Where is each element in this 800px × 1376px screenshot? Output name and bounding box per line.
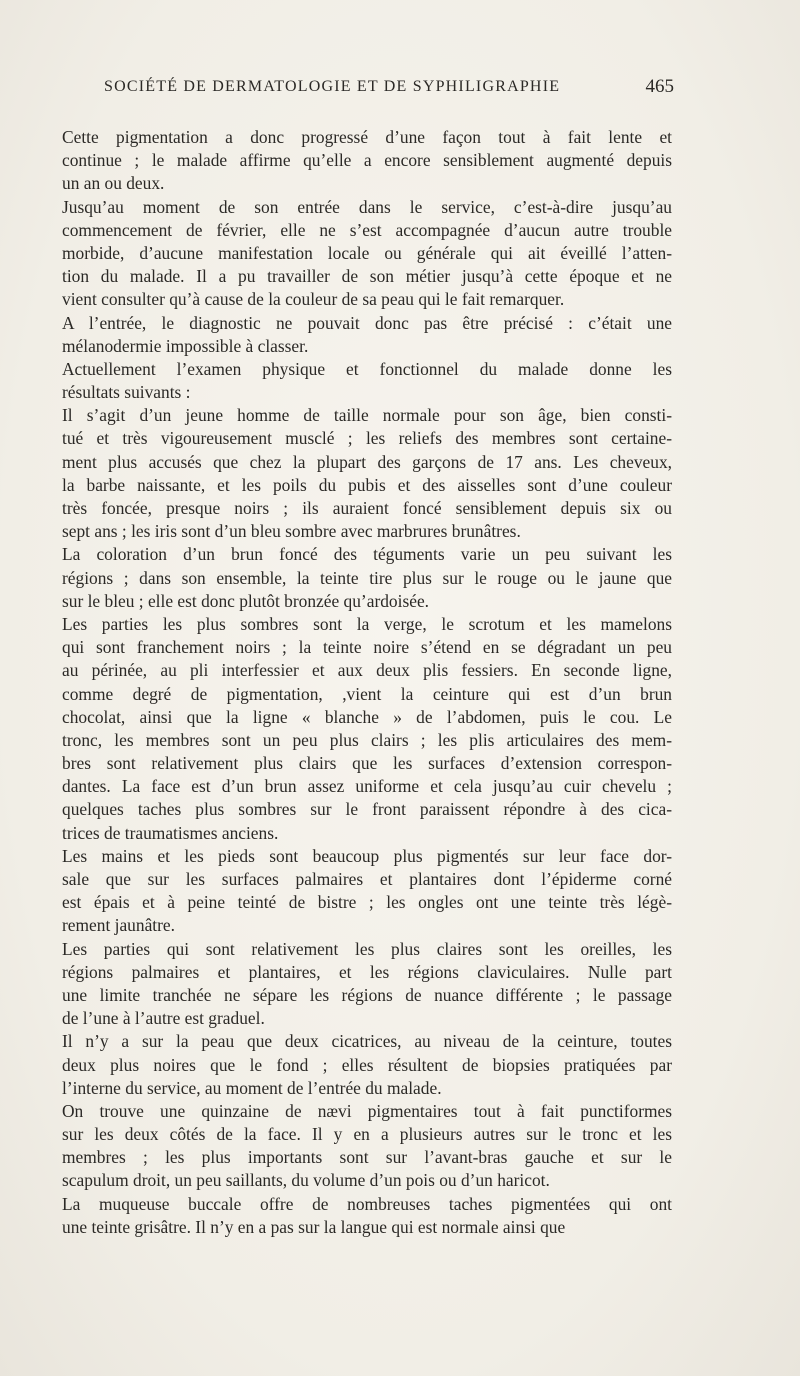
text-line: tronc, les membres sont un peu plus clairs ; les plis articulaires des mem-: [62, 729, 672, 750]
body-text: [62, 126, 672, 1239]
text-line: La muqueuse buccale offre de nombreuses taches pigmentées qui ont: [62, 1193, 672, 1214]
paragraph: [62, 312, 672, 358]
text-line: Cette pigmentation a donc progressé d’une façon tout à fait lente et: [62, 127, 672, 147]
paragraph: [62, 1030, 672, 1100]
paragraph: [62, 1100, 672, 1193]
text-line: mélanodermie impossible à classer.: [62, 335, 309, 356]
text-line: morbide, d’aucune manifestation locale ou générale qui ait éveillé l’atten-: [62, 242, 672, 263]
text-line: bres sont relativement plus clairs que les surfaces d’extension correspon-: [62, 753, 672, 774]
text-line: vient consulter qu’à cause de la couleur de sa peau qui le fait remarquer.: [62, 289, 565, 310]
text-line: qui sont franchement noirs ; la teinte noire s’étend en se dégradant un peu: [62, 637, 672, 658]
text-line: A l’entrée, le diagnostic ne pouvait donc pas être précisé : c’était une: [62, 312, 672, 333]
text-line: Il n’y a sur la peau que deux cicatrices, au niveau de la ceinture, toutes: [62, 1031, 672, 1052]
paragraph: [62, 845, 672, 938]
paragraph: [62, 196, 672, 312]
text-line: deux plus noires que le fond ; elles résultent de biopsies pratiquées par: [62, 1054, 672, 1075]
paragraph: [62, 126, 672, 196]
running-head: SOCIÉTÉ DE DERMATOLOGIE ET DE SYPHILIGRAPHIE: [104, 78, 561, 95]
text-line: Il s’agit d’un jeune homme de taille normale pour son âge, bien consti-: [62, 405, 672, 426]
text-line: ment plus accusés que chez la plupart des garçons de 17 ans. Les cheveux,: [62, 451, 672, 472]
text-line: résultats suivants :: [62, 382, 191, 403]
text-line: régions ; dans son ensemble, la teinte tire plus sur le rouge ou le jaune que: [62, 567, 672, 588]
text-line: chocolat, ainsi que la ligne « blanche » de l’abdomen, puis le cou. Le: [62, 706, 672, 727]
text-line: continue ; le malade affirme qu’elle a encore sensiblement augmenté depuis: [62, 150, 672, 171]
paragraph: [62, 543, 672, 613]
text-line: Jusqu’au moment de son entrée dans le service, c’est-à-dire jusqu’au: [62, 196, 672, 217]
text-line: trices de traumatismes anciens.: [62, 822, 279, 843]
paragraph: [62, 938, 672, 1031]
text-line: tué et très vigoureusement musclé ; les reliefs des membres sont certaine-: [62, 428, 672, 449]
text-line: Les parties qui sont relativement les plus claires sont les oreilles, les: [62, 938, 672, 959]
text-line: tion du malade. Il a pu travailler de son métier jusqu’à cette époque et ne: [62, 266, 672, 287]
text-line: membres ; les plus importants sont sur l’avant-bras gauche et sur le: [62, 1147, 672, 1168]
page-number: 465: [645, 76, 674, 97]
paragraph: [62, 358, 672, 404]
text-line: la barbe naissante, et les poils du pubis et des aisselles sont d’une couleur: [62, 474, 672, 495]
text-line: sur les deux côtés de la face. Il y en a plusieurs autres sur le tronc et les: [62, 1124, 672, 1145]
paragraph: [62, 1193, 672, 1239]
text-line: rement jaunâtre.: [62, 915, 175, 936]
text-line: régions palmaires et plantaires, et les régions claviculaires. Nulle part: [62, 961, 672, 982]
text-line: scapulum droit, un peu saillants, du volume d’un pois ou d’un haricot.: [62, 1170, 550, 1191]
text-line: Actuellement l’examen physique et fonctionnel du malade donne les: [62, 358, 672, 379]
text-line: dantes. La face est d’un brun assez uniforme et cela jusqu’au cuir chevelu ;: [62, 776, 672, 797]
text-line: de l’une à l’autre est graduel.: [62, 1008, 265, 1029]
text-line: l’interne du service, au moment de l’entrée du malade.: [62, 1077, 442, 1098]
text-line: Les parties les plus sombres sont la verge, le scrotum et les mamelons: [62, 613, 672, 634]
text-line: une teinte grisâtre. Il n’y en a pas sur la langue qui est normale ainsi que: [62, 1216, 566, 1237]
text-line: La coloration d’un brun foncé des téguments varie un peu suivant les: [62, 544, 672, 565]
paragraph: [62, 404, 672, 543]
text-line: comme degré de pigmentation, ,vient la ceinture qui est d’un brun: [62, 683, 672, 704]
text-line: est épais et à peine teinté de bistre ; les ongles ont une teinte très légè-: [62, 892, 672, 913]
page-header: [104, 76, 674, 102]
paragraph: [62, 613, 672, 845]
text-line: sept ans ; les iris sont d’un bleu sombre avec marbrures brunâtres.: [62, 521, 521, 542]
text-line: au périnée, au pli interfessier et aux deux plis fessiers. En seconde ligne,: [62, 660, 672, 681]
text-line: quelques taches plus sombres sur le front paraissent répondre à des cica-: [62, 799, 672, 820]
text-line: On trouve une quinzaine de nævi pigmentaires tout à fait punctiformes: [62, 1100, 672, 1121]
text-line: sale que sur les surfaces palmaires et plantaires dont l’épiderme corné: [62, 869, 672, 889]
text-line: commencement de février, elle ne s’est accompagnée d’aucun autre trouble: [62, 219, 672, 240]
text-line: une limite tranchée ne sépare les régions de nuance différente ; le passage: [62, 984, 672, 1005]
text-line: très foncée, presque noirs ; ils auraient foncé sensiblement depuis six ou: [62, 498, 672, 518]
text-line: un an ou deux.: [62, 173, 165, 194]
text-line: sur le bleu ; elle est donc plutôt bronzée qu’ardoisée.: [62, 590, 430, 611]
text-line: Les mains et les pieds sont beaucoup plus pigmentés sur leur face dor-: [62, 845, 672, 866]
